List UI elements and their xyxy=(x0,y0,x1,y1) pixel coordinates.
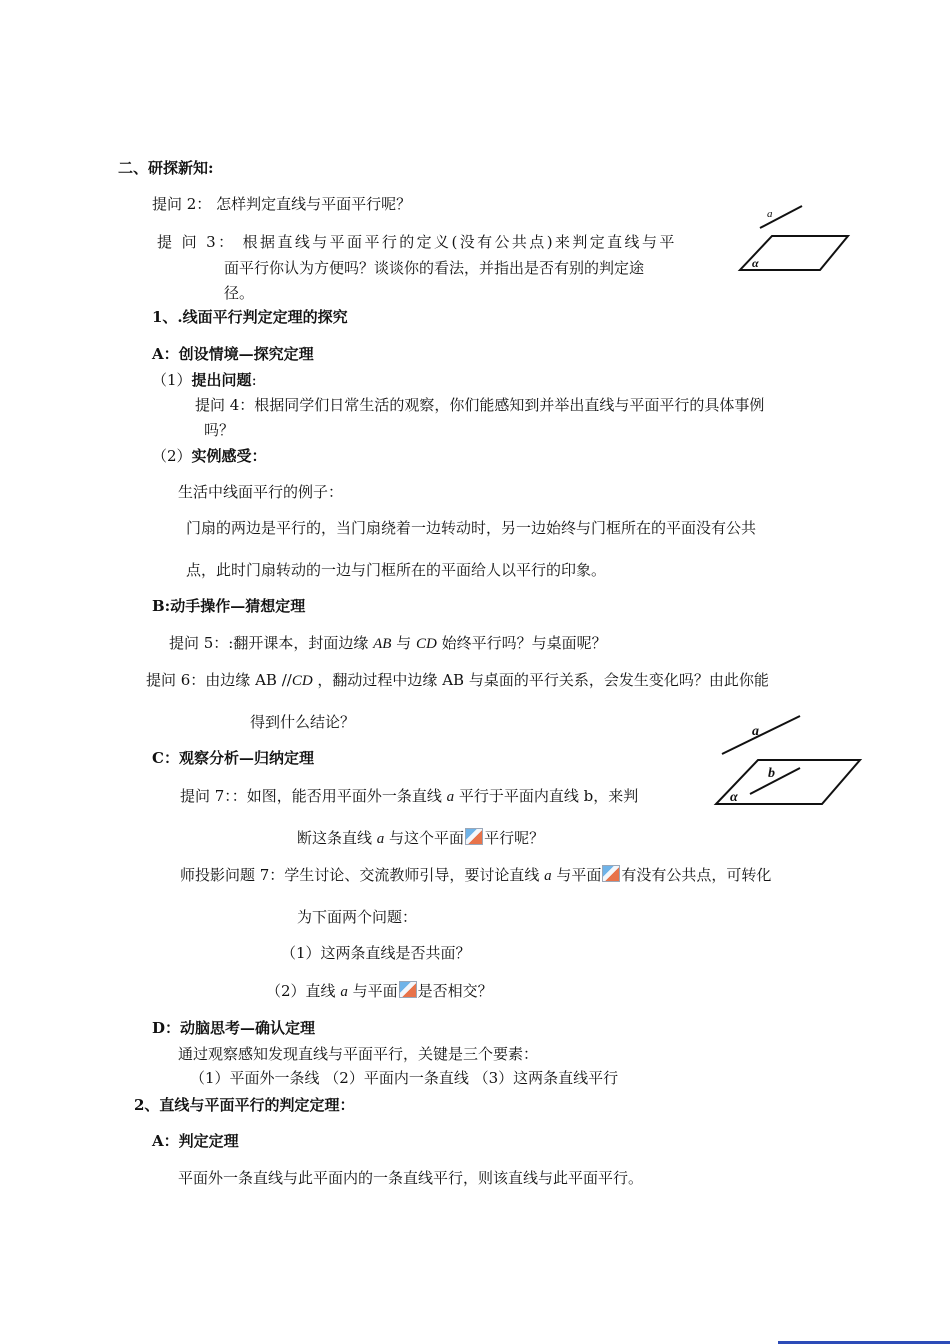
three-elements: （1）平面外一条线 （2）平面内一条直线 （3）这两条直线平行 xyxy=(190,1069,619,1087)
question-5 xyxy=(169,632,607,655)
q6-post: ，翻动过程中边缘 AB 与桌面的平行关系，会发生变化吗？由此你能 xyxy=(312,671,769,689)
part-1-colon: : xyxy=(251,371,257,389)
q5-text: 提问 5：:翻开课本，封面边缘 xyxy=(169,634,374,652)
sub2-post: 是否相交？ xyxy=(417,982,493,1000)
heading-b: B:动手操作—猜想定理 xyxy=(152,597,306,615)
question-4-line1: 提问 4：根据同学们日常生活的观察，你们能感知到并举出直线与平面平行的具体事例 xyxy=(195,396,765,414)
q7-l2-mid: 与这个平面 xyxy=(384,829,465,847)
question-2: 提问 2： 怎样判定直线与平面平行呢？ xyxy=(152,195,412,213)
sub2-mid: 与平面 xyxy=(347,982,398,1000)
question-7-line2 xyxy=(297,827,544,850)
t7-mid: 与平面 xyxy=(551,866,602,884)
figure2-label-a: a xyxy=(752,724,759,739)
q7-l2-text: 断这条直线 xyxy=(297,829,377,847)
door-example-line2: 点，此时门扇转动的一边与门框所在的平面给人以平行的印象。 xyxy=(186,561,607,579)
sub-question-1: （1）这两条直线是否共面？ xyxy=(281,944,471,962)
part-1-title xyxy=(152,369,257,391)
sub-question-2 xyxy=(266,980,493,1003)
q5-cd: CD xyxy=(416,636,437,652)
part-2-label: 实例感受： xyxy=(191,447,267,465)
question-6-line1 xyxy=(146,669,769,692)
part-1-number: （1） xyxy=(152,371,192,389)
part-2-title xyxy=(152,445,267,467)
door-example-line1: 门扇的两边是平行的，当门扇绕着一边转动时，另一边始终与门框所在的平面没有公共 xyxy=(186,519,757,537)
broken-image-icon xyxy=(399,981,417,998)
part-2-number: （2） xyxy=(152,447,192,465)
sub2-text: （2）直线 xyxy=(266,982,341,1000)
question-3-line1: 提 问 3： 根据直线与平面平行的定义(没有公共点)来判定直线与平 xyxy=(157,233,677,251)
q5-post: 始终平行吗？与桌面呢？ xyxy=(436,634,607,652)
heading-2: 2、直线与平面平行的判定定理： xyxy=(134,1096,355,1114)
part-1-label: 提出问题 xyxy=(191,371,252,389)
question-7-line1 xyxy=(180,785,638,808)
heading-d: D：动脑思考—确认定理 xyxy=(152,1019,316,1037)
heading-c: C：观察分析—归纳定理 xyxy=(152,749,314,767)
theorem-statement: 平面外一条直线与此平面内的一条直线平行，则该直线与此平面平行。 xyxy=(178,1169,644,1187)
question-4-line2: 吗？ xyxy=(204,421,235,439)
figure1-label-a: a xyxy=(767,208,773,220)
q5-ab: AB xyxy=(373,636,392,652)
broken-image-icon xyxy=(602,865,620,882)
question-3-line3: 径。 xyxy=(224,284,255,302)
figure2-label-b: b xyxy=(768,766,775,781)
line-plane-figure-1 xyxy=(732,198,858,280)
q7-l2-a: a xyxy=(376,831,385,847)
q7-text: 提问 7：：如图，能否用平面外一条直线 xyxy=(180,787,447,805)
t7-post: 有没有公共点，可转化 xyxy=(621,866,772,884)
heading-a: A：创设情境—探究定理 xyxy=(152,345,314,363)
figure2-label-alpha: α xyxy=(730,790,738,805)
q6-cd: CD xyxy=(291,673,313,689)
figure1-label-alpha: α xyxy=(752,256,759,270)
q7-l2-post: 平行呢？ xyxy=(484,829,545,847)
sub2-a: a xyxy=(340,984,348,1000)
q6-text: 提问 6：由边缘 AB // xyxy=(146,671,292,689)
q7-a: a xyxy=(446,789,455,805)
teacher-question-7-line1 xyxy=(180,864,771,887)
broken-image-icon xyxy=(465,828,483,845)
question-6-line2: 得到什么结论？ xyxy=(250,713,356,731)
q5-mid: 与 xyxy=(391,634,417,652)
q7-post: 平行于平面内直线 b，来判 xyxy=(454,787,639,805)
question-3-line2: 面平行你认为方便吗？谈谈你的看法，并指出是否有别的判定途 xyxy=(224,259,645,277)
section-title: 二、研探新知: xyxy=(118,159,214,177)
heading-1: 1、.线面平行判定定理的探究 xyxy=(152,308,348,326)
t7-a: a xyxy=(544,868,552,884)
observe-text: 通过观察感知发现直线与平面平行，关键是三个要素： xyxy=(178,1045,539,1063)
line-plane-figure-2 xyxy=(712,710,864,810)
heading-a2: A：判定定理 xyxy=(152,1132,239,1150)
teacher-question-7-line2: 为下面两个问题： xyxy=(297,908,418,926)
t7-text: 师投影问题 7：学生讨论、交流教师引导，要讨论直线 xyxy=(180,866,545,884)
life-example-intro: 生活中线面平行的例子： xyxy=(178,483,344,501)
